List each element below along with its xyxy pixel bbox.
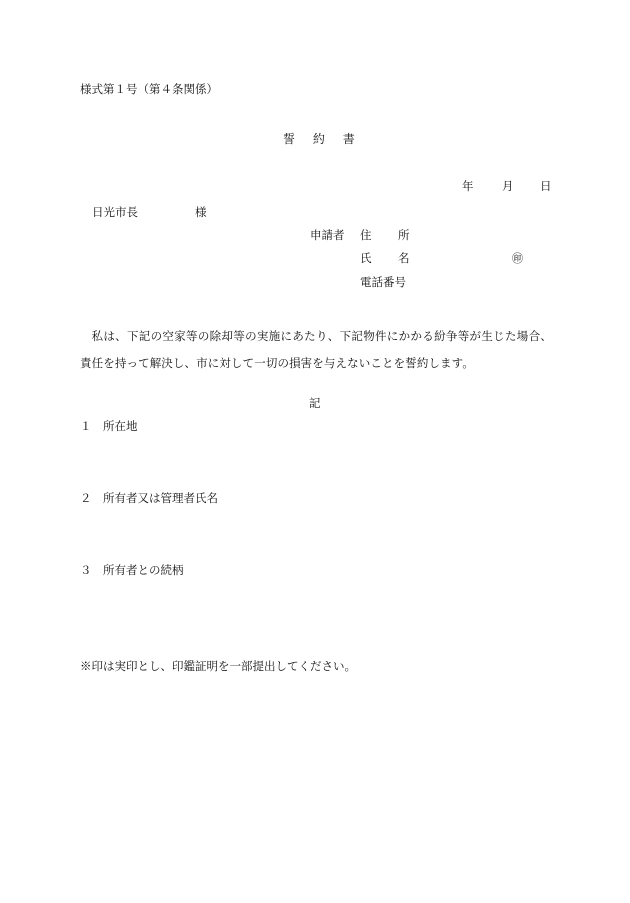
date-month: 月 [502, 179, 514, 193]
item-number: ２ [80, 491, 92, 505]
item-label: 所有者又は管理者氏名 [103, 491, 218, 505]
title-char-3: 書 [342, 132, 355, 146]
document-title [283, 133, 355, 145]
footnote: ※印は実印とし、印鑑証明を一部提出してください。 [80, 659, 356, 673]
name-label-char-1: 氏 [360, 251, 372, 265]
addressee-honorific: 様 [195, 205, 207, 219]
date-day: 日 [540, 179, 552, 193]
form-number: 様式第１号（第４条関係） [80, 82, 218, 96]
item-number: １ [80, 419, 92, 433]
phone-label: 電話番号 [360, 275, 406, 289]
date-year: 年 [462, 179, 474, 193]
item-label: 所在地 [103, 419, 138, 433]
seal-mark: ㊞ [512, 252, 523, 265]
item-number: ３ [80, 563, 92, 577]
address-label-char-1: 住 [360, 228, 372, 242]
title-char-2: 約 [312, 132, 325, 146]
name-label-char-2: 名 [398, 251, 410, 265]
title-char-1: 誓 [283, 132, 296, 146]
addressee-name: 日光市長 [92, 205, 138, 219]
item-label: 所有者との続柄 [103, 563, 184, 577]
applicant-label: 申請者 [310, 228, 345, 242]
address-label-char-2: 所 [398, 228, 410, 242]
ki-heading: 記 [309, 396, 321, 410]
pledge-paragraph: 私は、下記の空家等の除却等の実施にあたり、下記物件にかかる紛争等が生じた場合、責任を持って解決し、市に対して一切の損害を与えないことを誓約します。 [80, 329, 552, 370]
